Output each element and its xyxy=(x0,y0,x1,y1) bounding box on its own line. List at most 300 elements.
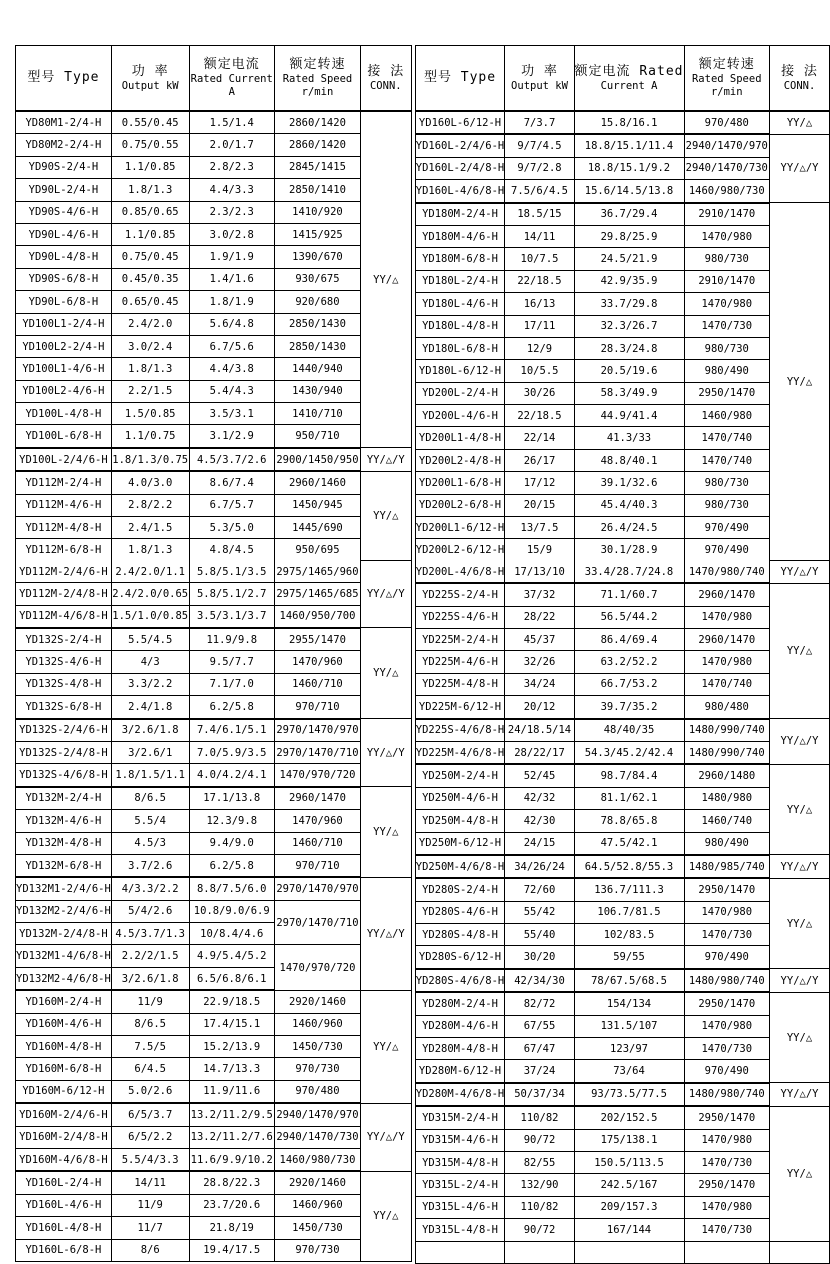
speed-cell: 1470/970/720 xyxy=(274,945,360,990)
column-header: 功 率 Output kW xyxy=(111,46,189,112)
type-cell: YD132S-4/8-H xyxy=(16,673,112,695)
current-cell: 11.6/9.9/10.2 xyxy=(189,1148,274,1171)
output-cell: 37/32 xyxy=(505,583,574,606)
type-cell: YD315L-4/6-H xyxy=(415,1196,505,1218)
speed-cell: 1450/945 xyxy=(274,494,360,516)
current-cell: 86.4/69.4 xyxy=(574,628,684,650)
type-cell: YD100L1-4/6-H xyxy=(16,358,112,380)
current-cell: 9.4/9.0 xyxy=(189,832,274,854)
speed-cell: 1415/925 xyxy=(274,223,360,245)
speed-cell: 1450/730 xyxy=(274,1217,360,1239)
speed-cell: 2975/1465/685 xyxy=(274,583,360,605)
output-cell: 2.4/2.0/1.1 xyxy=(111,561,189,583)
conn-cell: YY/△ xyxy=(361,111,412,448)
current-cell: 4.0/4.2/4.1 xyxy=(189,764,274,787)
table-row xyxy=(16,854,412,877)
type-cell: YD160L-6/12-H xyxy=(415,111,505,134)
output-cell: 6/4.5 xyxy=(111,1058,189,1080)
type-cell: YD160M-6/12-H xyxy=(16,1080,112,1103)
speed-cell: 1470/970/720 xyxy=(274,764,360,787)
speed-cell: 970/490 xyxy=(684,517,770,539)
current-cell: 5.8/5.1/3.5 xyxy=(189,561,274,583)
current-cell: 2.0/1.7 xyxy=(189,134,274,156)
speed-cell: 1440/940 xyxy=(274,358,360,380)
type-cell: YD180M-6/8-H xyxy=(415,248,505,270)
table-row xyxy=(415,969,829,992)
table-row xyxy=(415,1196,829,1218)
conn-cell: YY/△ xyxy=(770,203,830,561)
table-row xyxy=(415,561,829,583)
speed-cell: 1470/730 xyxy=(684,924,770,946)
current-cell: 7.4/6.1/5.1 xyxy=(189,719,274,742)
table-row xyxy=(415,494,829,516)
column-header: 接 法 CONN. xyxy=(770,46,830,112)
output-cell: 20/12 xyxy=(505,696,574,719)
current-cell: 131.5/107 xyxy=(574,1015,684,1037)
type-cell: YD280S-4/8-H xyxy=(415,924,505,946)
conn-cell: YY/△ xyxy=(770,878,830,969)
table-row xyxy=(415,651,829,673)
type-cell: YD160M-6/8-H xyxy=(16,1058,112,1080)
type-cell: YD112M-4/6/8-H xyxy=(16,605,112,628)
output-cell: 8/6.5 xyxy=(111,1013,189,1035)
output-cell: 28/22/17 xyxy=(505,741,574,764)
current-cell: 6.7/5.7 xyxy=(189,494,274,516)
conn-cell: YY/△ xyxy=(361,990,412,1103)
output-cell: 7.5/6/4.5 xyxy=(505,180,574,203)
output-cell: 1.5/0.85 xyxy=(111,403,189,425)
output-cell: 24/18.5/14 xyxy=(505,719,574,742)
speed-cell: 1460/960 xyxy=(274,1194,360,1216)
speed-cell: 1470/980 xyxy=(684,651,770,673)
output-cell: 11/7 xyxy=(111,1217,189,1239)
table-row xyxy=(415,360,829,382)
output-cell: 18.5/15 xyxy=(505,203,574,226)
output-cell: 42/34/30 xyxy=(505,969,574,992)
current-cell: 48.8/40.1 xyxy=(574,449,684,471)
conn-cell: YY/△ xyxy=(361,628,412,719)
type-cell: YD90S-2/4-H xyxy=(16,156,112,178)
speed-cell xyxy=(684,1241,770,1263)
speed-cell: 1470/730 xyxy=(684,315,770,337)
table-row xyxy=(415,315,829,337)
type-cell: YD225S-2/4-H xyxy=(415,583,505,606)
current-cell: 4.8/4.5 xyxy=(189,539,274,561)
current-cell: 3.5/3.1 xyxy=(189,403,274,425)
speed-cell: 1470/980 xyxy=(684,1196,770,1218)
current-cell: 54.3/45.2/42.4 xyxy=(574,741,684,764)
current-cell: 33.7/29.8 xyxy=(574,293,684,315)
type-cell: YD90L-4/8-H xyxy=(16,246,112,268)
type-cell: YD280M-4/6-H xyxy=(415,1015,505,1037)
type-cell: YD315L-2/4-H xyxy=(415,1174,505,1196)
type-cell: YD280S-6/12-H xyxy=(415,946,505,969)
conn-cell: YY/△ xyxy=(770,111,830,134)
output-cell: 14/11 xyxy=(111,1171,189,1194)
type-cell: YD180M-4/6-H xyxy=(415,225,505,247)
table-row xyxy=(415,946,829,969)
output-cell: 4/3 xyxy=(111,651,189,673)
speed-cell: 980/730 xyxy=(684,472,770,494)
speed-cell: 2970/1470/710 xyxy=(274,900,360,945)
speed-cell: 2850/1410 xyxy=(274,179,360,201)
current-cell: 15.8/16.1 xyxy=(574,111,684,134)
current-cell: 9.5/7.7 xyxy=(189,651,274,673)
output-cell: 2.4/2.0 xyxy=(111,313,189,335)
table-row xyxy=(16,673,412,695)
conn-cell: YY/△/Y xyxy=(770,1083,830,1106)
table-row xyxy=(16,764,412,787)
table-row xyxy=(16,539,412,561)
output-cell: 17/11 xyxy=(505,315,574,337)
output-cell: 2.2/2/1.5 xyxy=(111,945,189,967)
output-cell: 11/9 xyxy=(111,1194,189,1216)
type-cell: YD225M-4/8-H xyxy=(415,673,505,695)
current-cell: 14.7/13.3 xyxy=(189,1058,274,1080)
conn-cell: YY/△/Y xyxy=(770,134,830,202)
output-cell: 22/18.5 xyxy=(505,405,574,427)
table-row xyxy=(16,628,412,651)
speed-cell: 2860/1420 xyxy=(274,134,360,156)
speed-cell: 1430/940 xyxy=(274,380,360,402)
table-row xyxy=(16,719,412,742)
output-cell: 1.8/1.3/0.75 xyxy=(111,448,189,471)
output-cell: 32/26 xyxy=(505,651,574,673)
current-cell: 5.6/4.8 xyxy=(189,313,274,335)
table-row xyxy=(415,382,829,404)
current-cell xyxy=(574,1241,684,1263)
table-row xyxy=(415,472,829,494)
current-cell: 5.3/5.0 xyxy=(189,517,274,539)
output-cell xyxy=(505,1241,574,1263)
table-row xyxy=(16,517,412,539)
table-row xyxy=(16,990,412,1013)
table-row xyxy=(16,425,412,448)
current-cell: 11.9/9.8 xyxy=(189,628,274,651)
table-row xyxy=(16,832,412,854)
output-cell: 90/72 xyxy=(505,1219,574,1241)
output-cell: 5.5/4/3.3 xyxy=(111,1148,189,1171)
current-cell: 1.5/1.4 xyxy=(189,111,274,134)
current-cell: 71.1/60.7 xyxy=(574,583,684,606)
table-row xyxy=(415,1174,829,1196)
output-cell: 0.85/0.65 xyxy=(111,201,189,223)
conn-cell: YY/△/Y xyxy=(770,969,830,992)
table-row xyxy=(415,157,829,179)
type-cell: YD200L2-6/12-H xyxy=(415,539,505,561)
speed-cell: 2970/1470/710 xyxy=(274,741,360,763)
table-row xyxy=(16,810,412,832)
current-cell: 39.7/35.2 xyxy=(574,696,684,719)
type-cell: YD180L-4/8-H xyxy=(415,315,505,337)
table-row xyxy=(16,134,412,156)
output-cell: 3/2.6/1.8 xyxy=(111,719,189,742)
type-cell: YD280M-2/4-H xyxy=(415,992,505,1015)
output-cell: 42/30 xyxy=(505,810,574,832)
speed-cell: 1470/980/740 xyxy=(684,561,770,583)
current-cell: 12.3/9.8 xyxy=(189,810,274,832)
output-cell: 10/7.5 xyxy=(505,248,574,270)
type-cell: YD132M1-2/4/6-H xyxy=(16,877,112,900)
output-cell: 1.1/0.85 xyxy=(111,156,189,178)
output-cell: 1.1/0.85 xyxy=(111,223,189,245)
type-cell: YD112M-2/4/6-H xyxy=(16,561,112,583)
type-cell: YD250M-2/4-H xyxy=(415,764,505,787)
speed-cell: 2970/1470/970 xyxy=(274,719,360,742)
current-cell: 64.5/52.8/55.3 xyxy=(574,855,684,878)
table-row xyxy=(16,1194,412,1216)
output-cell: 34/24 xyxy=(505,673,574,695)
speed-cell: 950/710 xyxy=(274,425,360,448)
type-cell: YD112M-4/6-H xyxy=(16,494,112,516)
output-cell: 0.75/0.55 xyxy=(111,134,189,156)
speed-cell: 920/680 xyxy=(274,291,360,313)
speed-cell: 2940/1470/970 xyxy=(684,134,770,157)
table-row xyxy=(415,719,829,742)
speed-cell: 970/490 xyxy=(684,539,770,561)
table-row xyxy=(415,293,829,315)
table-row xyxy=(16,291,412,313)
table-row xyxy=(16,358,412,380)
type-cell: YD100L-6/8-H xyxy=(16,425,112,448)
table-row xyxy=(415,1106,829,1129)
type-cell: YD80M1-2/4-H xyxy=(16,111,112,134)
speed-cell: 2950/1470 xyxy=(684,382,770,404)
type-cell: YD90L-2/4-H xyxy=(16,179,112,201)
output-cell: 5.5/4.5 xyxy=(111,628,189,651)
conn-cell: YY/△ xyxy=(361,787,412,878)
speed-cell: 2845/1415 xyxy=(274,156,360,178)
output-cell: 22/18.5 xyxy=(505,270,574,292)
output-cell: 4.5/3.7/1.3 xyxy=(111,923,189,945)
type-cell: YD160M-2/4/6-H xyxy=(16,1103,112,1126)
output-cell: 1.8/1.3 xyxy=(111,179,189,201)
current-cell: 6.5/6.8/6.1 xyxy=(189,967,274,990)
current-cell: 73/64 xyxy=(574,1060,684,1083)
speed-cell: 1470/740 xyxy=(684,427,770,449)
speed-cell: 1460/950/700 xyxy=(274,605,360,628)
speed-cell: 930/675 xyxy=(274,268,360,290)
type-cell: YD160M-2/4-H xyxy=(16,990,112,1013)
table-row xyxy=(16,1080,412,1103)
speed-cell: 1470/730 xyxy=(684,1219,770,1241)
speed-cell: 1460/980/730 xyxy=(684,180,770,203)
current-cell: 242.5/167 xyxy=(574,1174,684,1196)
current-cell: 66.7/53.2 xyxy=(574,673,684,695)
output-cell: 8/6 xyxy=(111,1239,189,1261)
table-row xyxy=(415,405,829,427)
type-cell: YD112M-4/8-H xyxy=(16,517,112,539)
table-row xyxy=(16,448,412,471)
output-cell: 30/26 xyxy=(505,382,574,404)
speed-cell: 1460/960 xyxy=(274,1013,360,1035)
type-cell: YD225M-6/12-H xyxy=(415,696,505,719)
current-cell: 3.0/2.8 xyxy=(189,223,274,245)
current-cell: 33.4/28.7/24.8 xyxy=(574,561,684,583)
current-cell: 45.4/40.3 xyxy=(574,494,684,516)
current-cell: 44.9/41.4 xyxy=(574,405,684,427)
output-cell: 2.4/1.8 xyxy=(111,696,189,719)
type-cell: YD100L2-4/6-H xyxy=(16,380,112,402)
output-cell: 67/47 xyxy=(505,1038,574,1060)
type-cell: YD160M-4/8-H xyxy=(16,1036,112,1058)
output-cell: 2.2/1.5 xyxy=(111,380,189,402)
current-cell: 2.8/2.3 xyxy=(189,156,274,178)
output-cell: 5.5/4 xyxy=(111,810,189,832)
type-cell: YD280S-4/6-H xyxy=(415,901,505,923)
current-cell: 5.8/5.1/2.7 xyxy=(189,583,274,605)
speed-cell: 2960/1480 xyxy=(684,764,770,787)
current-cell: 20.5/19.6 xyxy=(574,360,684,382)
table-row xyxy=(16,1013,412,1035)
conn-cell xyxy=(770,1241,830,1263)
type-cell: YD200L2-4/8-H xyxy=(415,449,505,471)
current-cell: 30.1/28.9 xyxy=(574,539,684,561)
speed-cell: 2950/1470 xyxy=(684,878,770,901)
type-cell xyxy=(415,1241,505,1263)
speed-cell: 2860/1420 xyxy=(274,111,360,134)
type-cell: YD100L1-2/4-H xyxy=(16,313,112,335)
type-cell: YD200L1-6/8-H xyxy=(415,472,505,494)
type-cell: YD200L-2/4-H xyxy=(415,382,505,404)
output-cell: 132/90 xyxy=(505,1174,574,1196)
type-cell: YD100L-2/4/6-H xyxy=(16,448,112,471)
speed-cell: 2920/1460 xyxy=(274,1171,360,1194)
speed-cell: 2850/1430 xyxy=(274,313,360,335)
current-cell: 4.4/3.8 xyxy=(189,358,274,380)
output-cell: 37/24 xyxy=(505,1060,574,1083)
current-cell: 22.9/18.5 xyxy=(189,990,274,1013)
table-row xyxy=(16,561,412,583)
column-header: 额定电流 Rated Current A xyxy=(574,46,684,112)
speed-cell: 980/490 xyxy=(684,832,770,855)
current-cell: 39.1/32.6 xyxy=(574,472,684,494)
speed-cell: 1470/730 xyxy=(684,1151,770,1173)
type-cell: YD180L-4/6-H xyxy=(415,293,505,315)
current-cell: 6.7/5.6 xyxy=(189,335,274,357)
output-cell: 34/26/24 xyxy=(505,855,574,878)
conn-cell: YY/△ xyxy=(361,1171,412,1261)
current-cell: 10/8.4/4.6 xyxy=(189,923,274,945)
table-row xyxy=(16,268,412,290)
current-cell: 26.4/24.5 xyxy=(574,517,684,539)
column-header: 额定转速 Rated Speed r/min xyxy=(274,46,360,112)
speed-cell: 1390/670 xyxy=(274,246,360,268)
table-row xyxy=(415,741,829,764)
type-cell: YD280M-6/12-H xyxy=(415,1060,505,1083)
output-cell: 13/7.5 xyxy=(505,517,574,539)
table-row xyxy=(16,877,412,900)
output-cell: 5.0/2.6 xyxy=(111,1080,189,1103)
output-cell: 28/22 xyxy=(505,606,574,628)
type-cell: YD90S-6/8-H xyxy=(16,268,112,290)
output-cell: 2.4/2.0/0.65 xyxy=(111,583,189,605)
conn-cell: YY/△ xyxy=(770,992,830,1083)
type-cell: YD315L-4/8-H xyxy=(415,1219,505,1241)
speed-cell: 980/490 xyxy=(684,360,770,382)
type-cell: YD200L2-6/8-H xyxy=(415,494,505,516)
conn-cell: YY/△/Y xyxy=(361,448,412,471)
table-row xyxy=(16,1036,412,1058)
conn-cell: YY/△/Y xyxy=(361,719,412,787)
current-cell: 56.5/44.2 xyxy=(574,606,684,628)
column-header: 额定转速 Rated Speed r/min xyxy=(684,46,770,112)
current-cell: 18.8/15.1/9.2 xyxy=(574,157,684,179)
current-cell: 8.6/7.4 xyxy=(189,471,274,494)
table-row xyxy=(16,945,412,967)
type-cell: YD180M-2/4-H xyxy=(415,203,505,226)
table-row xyxy=(415,696,829,719)
table-row xyxy=(16,651,412,673)
current-cell: 1.9/1.9 xyxy=(189,246,274,268)
output-cell: 3.3/2.2 xyxy=(111,673,189,695)
current-cell: 8.8/7.5/6.0 xyxy=(189,877,274,900)
output-cell: 72/60 xyxy=(505,878,574,901)
speed-cell: 970/730 xyxy=(274,1239,360,1261)
current-cell: 47.5/42.1 xyxy=(574,832,684,855)
table-row xyxy=(415,832,829,855)
output-cell: 0.55/0.45 xyxy=(111,111,189,134)
speed-cell: 1480/980/740 xyxy=(684,1083,770,1106)
motor-spec-table-left xyxy=(15,45,412,1262)
type-cell: YD80M2-2/4-H xyxy=(16,134,112,156)
table-row xyxy=(415,901,829,923)
table-row xyxy=(415,248,829,270)
current-cell: 4.4/3.3 xyxy=(189,179,274,201)
column-header: 额定电流 Rated Current A xyxy=(189,46,274,112)
output-cell: 17/13/10 xyxy=(505,561,574,583)
table-row xyxy=(415,1038,829,1060)
output-cell: 1.1/0.75 xyxy=(111,425,189,448)
current-cell: 98.7/84.4 xyxy=(574,764,684,787)
table-row xyxy=(16,223,412,245)
output-cell: 16/13 xyxy=(505,293,574,315)
speed-cell: 2960/1460 xyxy=(274,471,360,494)
table-row xyxy=(415,764,829,787)
current-cell: 63.2/52.2 xyxy=(574,651,684,673)
speed-cell: 1470/980 xyxy=(684,901,770,923)
output-cell: 3.0/2.4 xyxy=(111,335,189,357)
output-cell: 17/12 xyxy=(505,472,574,494)
table-row xyxy=(16,1217,412,1239)
type-cell: YD160L-2/4/6-H xyxy=(415,134,505,157)
conn-cell: YY/△/Y xyxy=(770,561,830,583)
output-cell: 4/3.3/2.2 xyxy=(111,877,189,900)
conn-cell: YY/△/Y xyxy=(770,855,830,878)
conn-cell: YY/△ xyxy=(770,764,830,855)
speed-cell: 1410/710 xyxy=(274,403,360,425)
type-cell: YD132M-2/4-H xyxy=(16,787,112,810)
speed-cell: 970/490 xyxy=(684,1060,770,1083)
output-cell: 15/9 xyxy=(505,539,574,561)
table-row xyxy=(16,201,412,223)
table-row xyxy=(415,337,829,359)
speed-cell: 970/480 xyxy=(684,111,770,134)
speed-cell: 1480/990/740 xyxy=(684,719,770,742)
type-cell: YD250M-4/8-H xyxy=(415,810,505,832)
table-row xyxy=(415,134,829,157)
table-row xyxy=(16,1103,412,1126)
current-cell: 7.0/5.9/3.5 xyxy=(189,741,274,763)
type-cell: YD160M-4/6-H xyxy=(16,1013,112,1035)
output-cell: 14/11 xyxy=(505,225,574,247)
conn-cell: YY/△ xyxy=(770,583,830,718)
speed-cell: 980/730 xyxy=(684,494,770,516)
type-cell: YD250M-4/6-H xyxy=(415,787,505,809)
output-cell: 1.8/1.5/1.1 xyxy=(111,764,189,787)
output-cell: 110/82 xyxy=(505,1106,574,1129)
table-row xyxy=(16,156,412,178)
